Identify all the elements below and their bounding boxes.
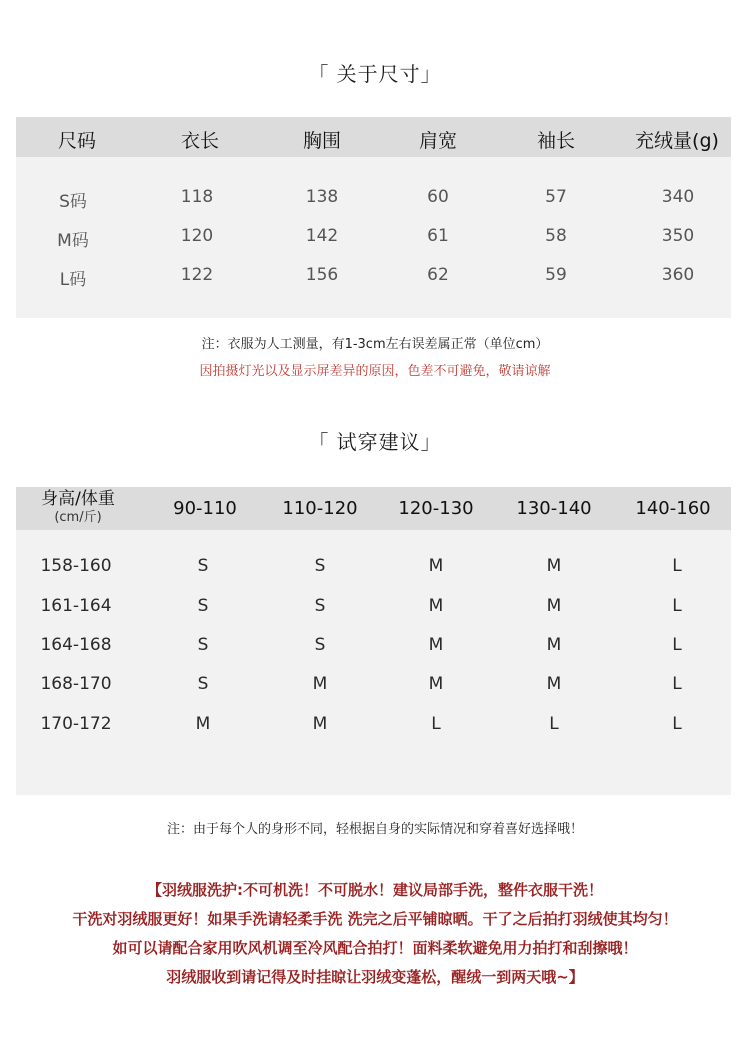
recommended-size-cell: M — [428, 596, 444, 616]
height-cell: 164-168 — [40, 635, 112, 655]
recommended-size-cell: S — [314, 635, 326, 655]
care-line: 如可以请配合家用吹风机调至冷风配合拍打！面料柔软避免用力拍打和刮擦哦！ — [112, 939, 638, 957]
recommended-size-cell: M — [312, 674, 328, 694]
recommended-size-cell: S — [197, 674, 209, 694]
recommended-size-cell: M — [428, 556, 444, 576]
recommended-size-cell: L — [672, 674, 682, 694]
recommended-size-cell: S — [314, 556, 326, 576]
shoulder-cell: 60 — [427, 187, 449, 207]
height-cell: 170-172 — [40, 714, 112, 734]
fill-cell: 340 — [661, 187, 695, 207]
weight-header: 110-120 — [282, 498, 358, 519]
height-weight-label: 身高/体重 — [41, 489, 115, 509]
weight-header: 120-130 — [398, 498, 474, 519]
recommended-size-cell: S — [197, 556, 209, 576]
recommended-size-cell: M — [428, 635, 444, 655]
care-line: 干洗对羽绒服更好！如果手洗请轻柔手洗 洗完之后平铺晾晒。干了之后拍打羽绒使其均匀！ — [72, 910, 678, 928]
recommended-size-cell: M — [546, 596, 562, 616]
height-weight-unit: (cm/斤) — [54, 510, 102, 525]
size-header-fill: 充绒量(g) — [635, 130, 719, 152]
care-line: 羽绒服收到请记得及时挂晾让羽绒变蓬松，醒绒一到两天哦~】 — [166, 968, 584, 986]
recommended-size-cell: M — [428, 674, 444, 694]
sleeve-cell: 59 — [545, 265, 567, 285]
weight-header: 140-160 — [635, 498, 711, 519]
size-table-header — [16, 117, 731, 157]
fill-cell: 350 — [661, 226, 695, 246]
size-header-shoulder: 肩宽 — [418, 130, 458, 152]
length-cell: 120 — [180, 226, 214, 246]
recommended-size-cell: M — [546, 635, 562, 655]
weight-header: 130-140 — [516, 498, 592, 519]
size-header-sleeve: 袖长 — [536, 130, 576, 152]
sleeve-cell: 57 — [545, 187, 567, 207]
size-cell: S码 — [59, 192, 87, 212]
size-cell: M码 — [57, 231, 89, 251]
size-header-size: 尺码 — [57, 130, 97, 152]
recommended-size-cell: L — [672, 596, 682, 616]
sleeve-cell: 58 — [545, 226, 567, 246]
size-cell: L码 — [59, 270, 87, 290]
recommended-size-cell: L — [672, 714, 682, 734]
fill-cell: 360 — [661, 265, 695, 285]
fit-table — [16, 487, 731, 795]
weight-header: 90-110 — [173, 498, 237, 519]
measurement-note: 注：衣服为人工测量，有1-3cm左右误差属正常（单位cm） — [201, 337, 549, 352]
shoulder-cell: 62 — [427, 265, 449, 285]
size-header-chest: 胸围 — [302, 130, 342, 152]
fit-note: 注：由于每个人的身形不同，轻根据自身的实际情况和穿着喜好选择哦！ — [166, 822, 583, 837]
length-cell: 122 — [180, 265, 214, 285]
size-table — [16, 117, 731, 318]
chest-cell: 156 — [305, 265, 339, 285]
recommended-size-cell: S — [314, 596, 326, 616]
recommended-size-cell: M — [546, 556, 562, 576]
recommended-size-cell: L — [672, 635, 682, 655]
color-difference-note: 因拍摄灯光以及显示屏差异的原因，色差不可避免，敬请谅解 — [199, 364, 551, 379]
size-header-length: 衣长 — [180, 130, 220, 152]
height-cell: 161-164 — [40, 596, 112, 616]
fit-section-title: 「 试穿建议」 — [308, 430, 442, 454]
care-line: 【羽绒服洗护:不可机洗！不可脱水！建议局部手洗，整件衣服干洗！ — [146, 881, 603, 899]
chest-cell: 142 — [305, 226, 339, 246]
recommended-size-cell: L — [549, 714, 559, 734]
length-cell: 118 — [180, 187, 214, 207]
recommended-size-cell: M — [195, 714, 211, 734]
height-weight-corner-label — [16, 489, 140, 527]
recommended-size-cell: M — [312, 714, 328, 734]
recommended-size-cell: L — [431, 714, 441, 734]
height-cell: 168-170 — [40, 674, 112, 694]
recommended-size-cell: S — [197, 635, 209, 655]
recommended-size-cell: L — [672, 556, 682, 576]
recommended-size-cell: M — [546, 674, 562, 694]
recommended-size-cell: S — [197, 596, 209, 616]
height-cell: 158-160 — [40, 556, 112, 576]
size-section-title: 「 关于尺寸」 — [308, 62, 442, 86]
chest-cell: 138 — [305, 187, 339, 207]
shoulder-cell: 61 — [427, 226, 449, 246]
